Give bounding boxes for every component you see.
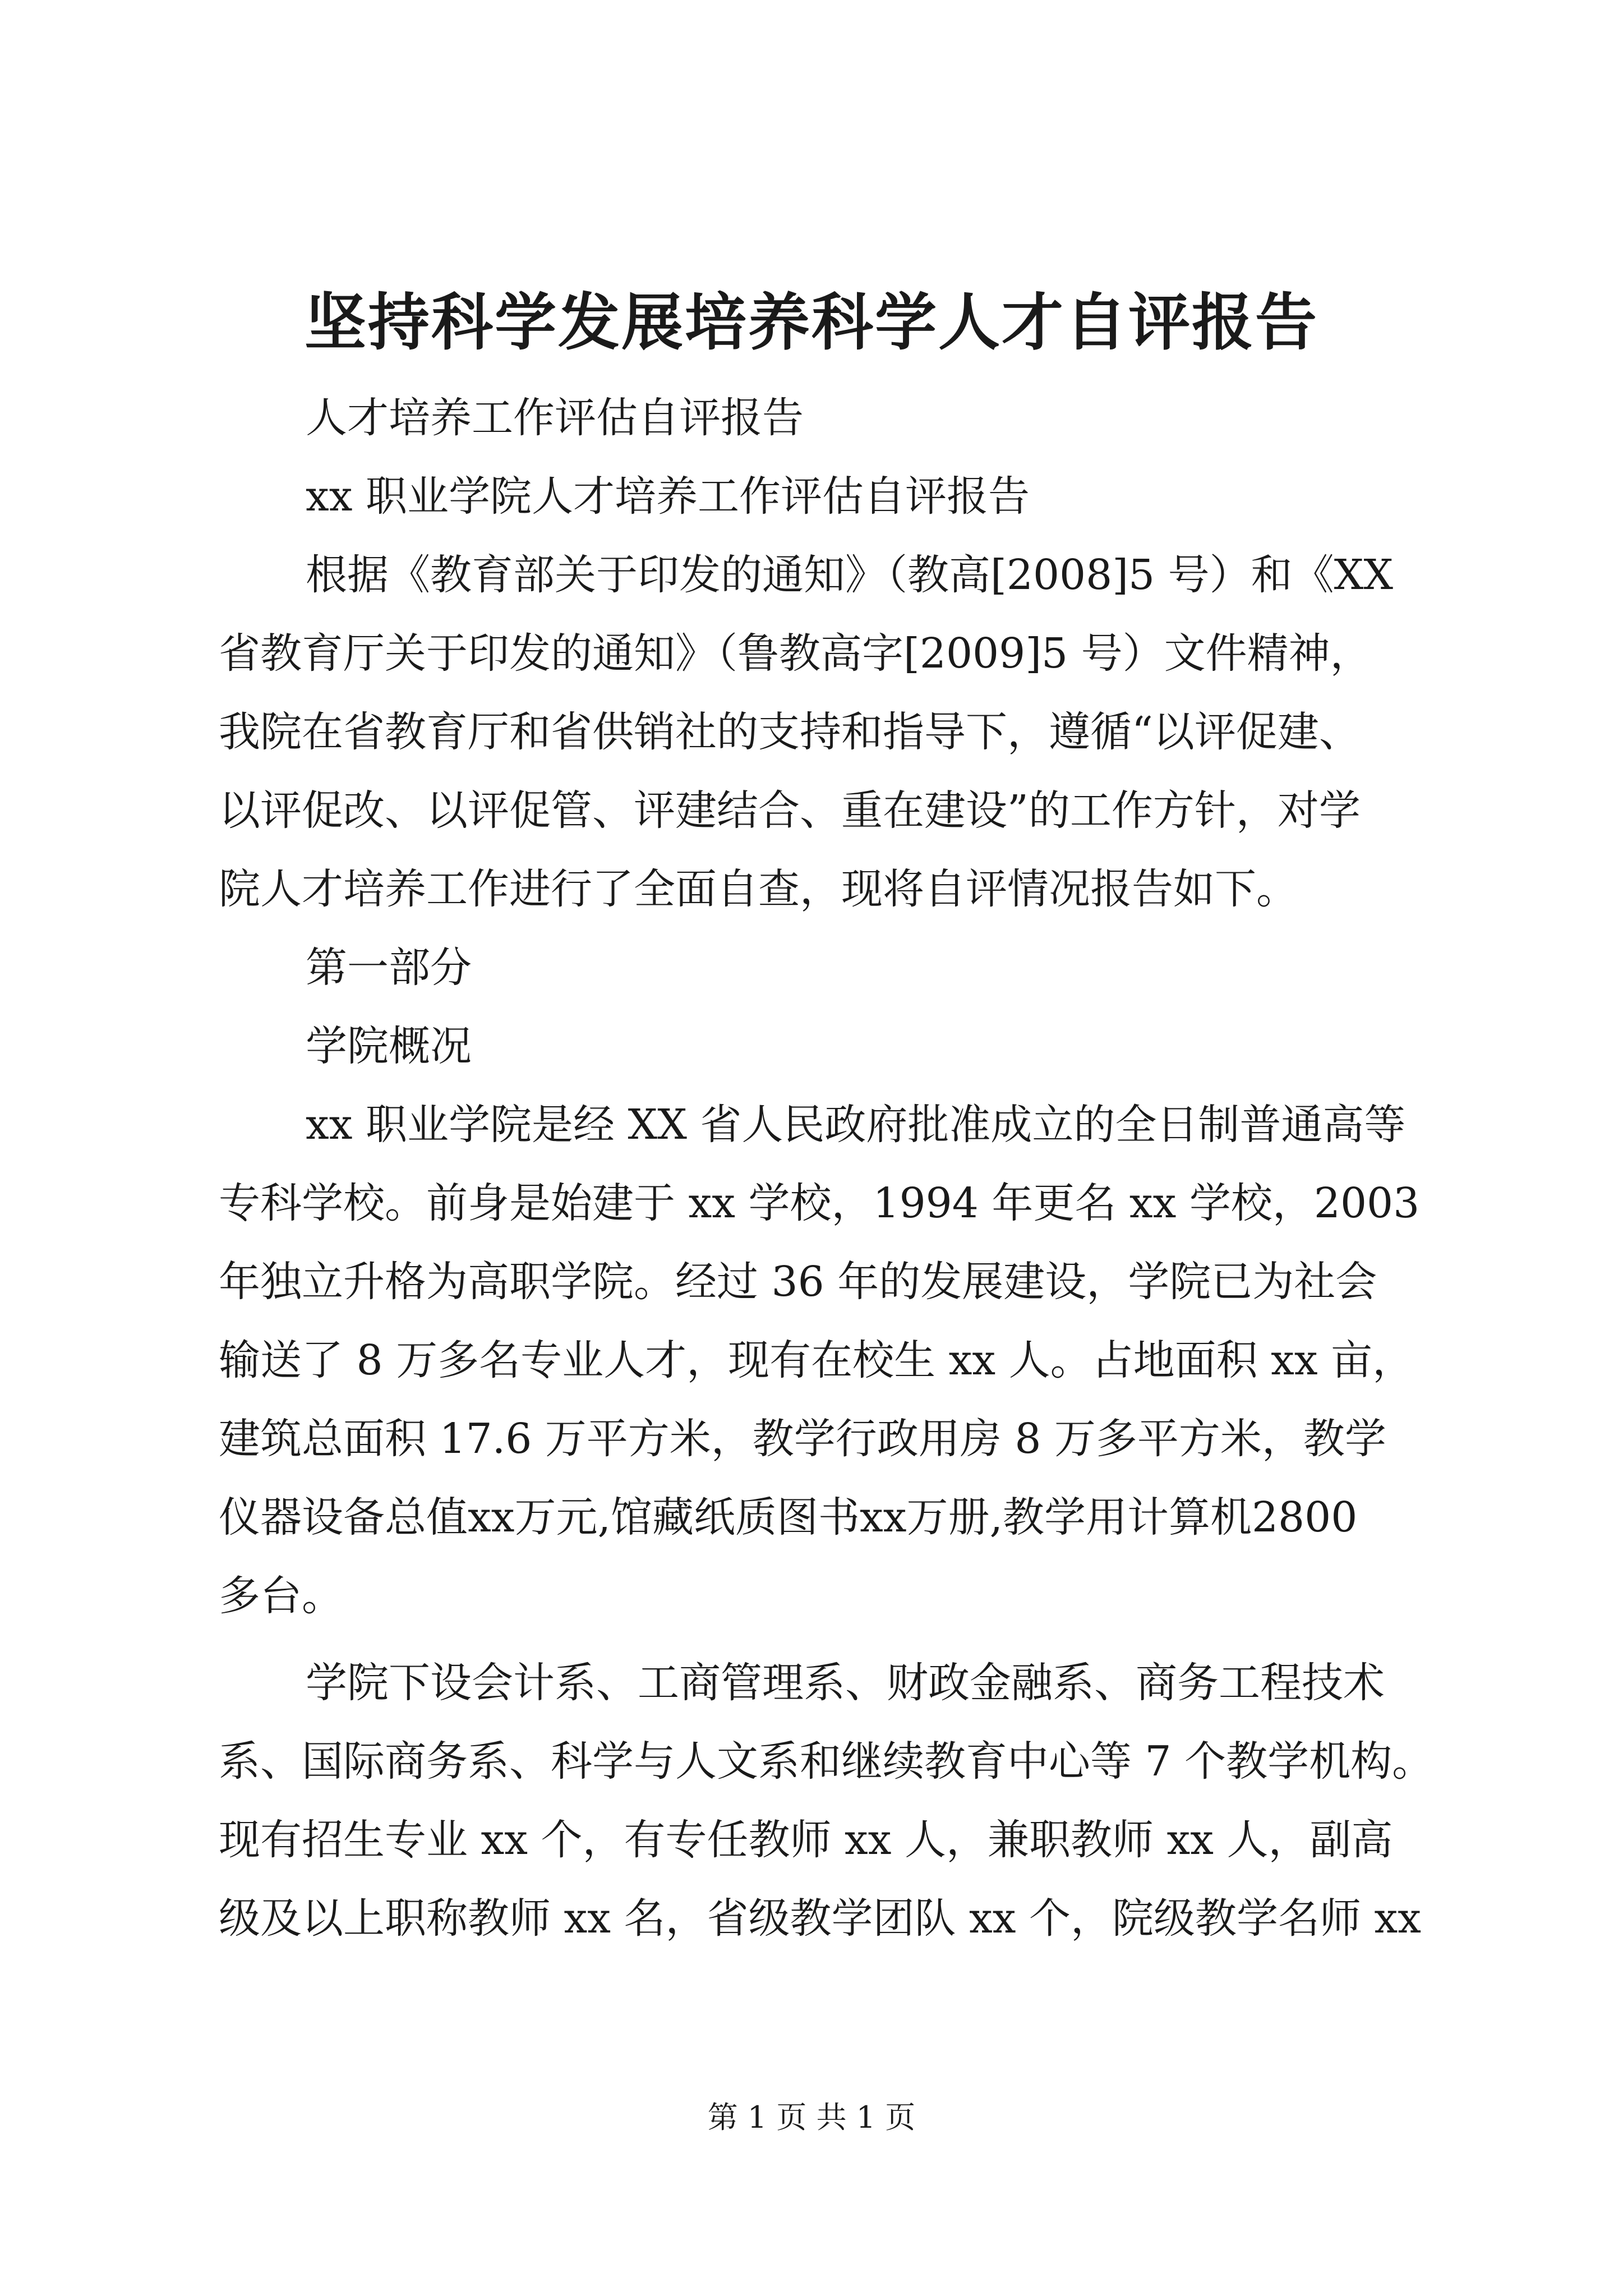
paragraph-line: 院人才培养工作进行了全面自查，现将自评情况报告如下。: [219, 865, 1298, 913]
paragraph-line: 以评促改、以评促管、评建结合、重在建设”的工作方针，对学: [219, 786, 1361, 835]
section-heading: 第一部分: [306, 944, 472, 992]
paragraph-line: 我院在省教育厅和省供销社的支持和指导下，遵循“以评促建、: [219, 708, 1361, 756]
paragraph-line: 系、国际商务系、科学与人文系和继续教育中心等 7 个教学机构。: [219, 1737, 1434, 1786]
paragraph-line: 根据《教育部关于印发的通知》（教高[2008]5 号）和《XX: [306, 551, 1394, 599]
paragraph-line: 级及以上职称教师 xx 名，省级教学团队 xx 个，院级教学名师 xx: [219, 1894, 1422, 1943]
paragraph-line: xx 职业学院是经 XX 省人民政府批准成立的全日制普通高等: [306, 1101, 1406, 1149]
page-number-footer: 第 1 页 共 1 页: [707, 2100, 916, 2135]
paragraph-line: 输送了 8 万多名专业人才，现有在校生 xx 人。占地面积 xx 亩，: [219, 1336, 1414, 1384]
section-heading: 学院概况: [306, 1022, 472, 1070]
document-title: 坚持科学发展培养科学人才自评报告: [305, 286, 1318, 358]
subtitle-line: xx 职业学院人才培养工作评估自评报告: [306, 472, 1030, 521]
paragraph-line: 多台。: [219, 1572, 343, 1620]
subtitle-line: 人才培养工作评估自评报告: [306, 394, 804, 442]
paragraph-line: 年独立升格为高职学院。经过 36 年的发展建设，学院已为社会: [219, 1258, 1377, 1306]
paragraph-line: 专科学校。前身是始建于 xx 学校，1994 年更名 xx 学校，2003: [219, 1179, 1420, 1227]
paragraph-line: 省教育厅关于印发的通知》（鲁教高字[2009]5 号）文件精神，: [219, 629, 1372, 678]
paragraph-line: 建筑总面积 17.6 万平方米，教学行政用房 8 万多平方米，教学: [219, 1415, 1386, 1463]
paragraph-line: 仪器设备总值xx万元,馆藏纸质图书xx万册,教学用计算机2800: [219, 1493, 1358, 1542]
paragraph-line: 学院下设会计系、工商管理系、财政金融系、商务工程技术: [306, 1659, 1385, 1707]
paragraph-line: 现有招生专业 xx 个，有专任教师 xx 人，兼职教师 xx 人，副高: [219, 1816, 1393, 1864]
